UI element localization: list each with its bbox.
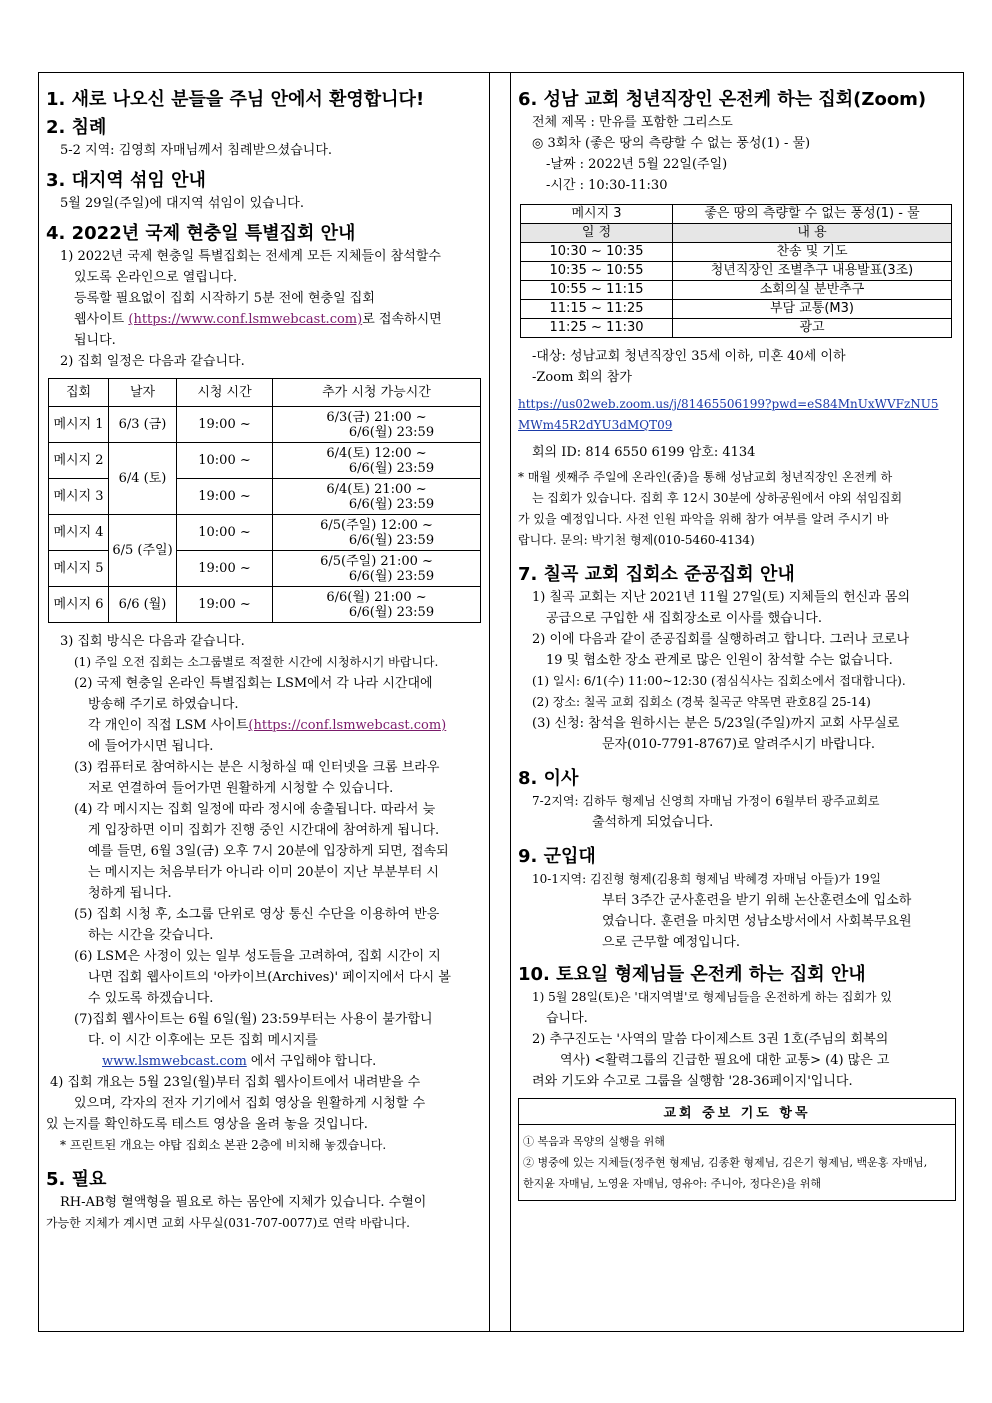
s8-line: 출석하게 되었습니다. (592, 815, 714, 830)
method-4: 청하게 됩니다. (88, 886, 172, 901)
time-cell: 10:55 ~ 11:15 (521, 281, 673, 300)
zoom-link[interactable]: https://us02web.zoom.us/j/81465506199?pwd=eS84MnUxWVFzNU5 (518, 397, 939, 411)
s4-p4-note: * 프린트된 개요는 야탑 집회소 본관 2층에 비치해 놓겠습니다. (60, 1138, 387, 1152)
section-9-title: 9. 군입대 (518, 846, 596, 867)
table-row (49, 587, 481, 623)
table-row (521, 262, 952, 281)
method-2: 방송해 주기로 하였습니다. (88, 697, 239, 712)
section-2-title: 2. 침례 (46, 117, 107, 138)
method-7: 다. 이 시간 이후에는 모든 집회 메시지를 (88, 1033, 318, 1048)
zoom-link-line (518, 394, 958, 415)
method-6: 수 있도록 하겠습니다. (88, 991, 214, 1006)
table-row (521, 319, 952, 338)
method-3: 저로 연결하여 들어가면 원활하게 시청할 수 있습니다. (88, 781, 394, 796)
s6-line: ◎ 3회차 (좋은 땅의 측량할 수 없는 풍성(1) - 물) (532, 136, 811, 151)
content-cell: 소회의실 분반추구 (673, 281, 952, 300)
time-cell: 11:25 ~ 11:30 (521, 319, 673, 338)
table-header: 날자 (109, 379, 177, 407)
time-cell: 19:00 ~ (177, 407, 273, 443)
table-header: 일 정 (521, 224, 673, 243)
date-cell: 6/5 (주일) (109, 515, 177, 587)
conference-website-link[interactable]: (https://www.conf.lsmwebcast.com) (128, 312, 363, 327)
time-cell: 19:00 ~ (177, 551, 273, 587)
lsm-site-link[interactable]: (https://conf.lsmwebcast.com) (248, 718, 447, 733)
time-cell: 11:15 ~ 11:25 (521, 300, 673, 319)
message-cell: 메시지 5 (49, 551, 109, 587)
section-4-title: 4. 2022년 국제 현충일 특별집회 안내 (46, 223, 356, 244)
s4-p2-line: 2) 집회 일정은 다음과 같습니다. (60, 354, 245, 369)
content-cell: 광고 (673, 319, 952, 338)
table-row (521, 205, 952, 224)
s9-line: 으로 근무할 예정입니다. (602, 935, 740, 950)
s6-note: * 매월 셋째주 주일에 온라인(줌)을 통해 성남교회 청년직장인 온전케 하 (518, 470, 893, 484)
s6-line: -날짜 : 2022년 5월 22일(주일) (546, 157, 728, 172)
zoom-meeting-id: 회의 ID: 814 6550 6199 암호: 4134 (532, 445, 756, 460)
lsmwebcast-link[interactable]: www.lsmwebcast.com (102, 1054, 247, 1069)
method-6: (6) LSM은 사정이 있는 일부 성도들을 고려하여, 집회 시간이 지 (74, 949, 441, 964)
content-cell: 찬송 및 기도 (673, 243, 952, 262)
section-3-title: 3. 대지역 섞임 안내 (46, 170, 206, 191)
s4-p4-line: 있으며, 각자의 전자 기기에서 집회 영상을 원활하게 시청할 수 (74, 1096, 426, 1111)
method-2: (2) 국제 현충일 온라인 특별집회는 LSM에서 각 나라 시간대에 (74, 676, 433, 691)
message-cell: 메시지 2 (49, 443, 109, 479)
message-label: 메시지 3 (521, 205, 673, 224)
method-5: 하는 시간을 갖습니다. (88, 928, 214, 943)
s9-line: 였습니다. 훈련을 마치면 성남소방서에서 사회복무요원 (602, 914, 912, 929)
method-2 (46, 715, 486, 736)
time-cell: 10:35 ~ 10:55 (521, 262, 673, 281)
s6-line: -시간 : 10:30-11:30 (546, 178, 668, 193)
method-3: (3) 컴퓨터로 참여하시는 분은 시청하실 때 인터넷을 크롬 브라우 (74, 760, 440, 775)
section-10-title: 10. 토요일 형제님들 온전케 하는 집회 안내 (518, 964, 866, 985)
time-cell: 10:00 ~ (177, 443, 273, 479)
prayer-item: 한지윤 자매님, 노영윤 자매님, 영유아: 주니아, 정다은)을 위해 (523, 1177, 821, 1190)
s4-p4-line: 있 는지를 확인하도록 테스트 영상을 올려 놓을 것입니다. (46, 1117, 368, 1132)
table-header-row (521, 224, 952, 243)
table-header: 집회 (49, 379, 109, 407)
zoom-link[interactable]: MWm45R2dYU3dMQT09 (518, 418, 673, 432)
s6-line: 전체 제목 : 만유를 포함한 그리스도 (532, 115, 733, 130)
s4-p1-line: 1) 2022년 국제 현충일 특별집회는 전세계 모든 지체들이 참석할수 (60, 249, 441, 264)
method-7: (7)집회 웹사이트는 6월 6일(월) 23:59부터는 사용이 불가합니 (74, 1012, 433, 1027)
s7-line: 2) 이에 다음과 같이 준공집회를 실행하려고 합니다. 그러나 코로나 (532, 632, 910, 647)
s4-p1-line: 있도록 온라인으로 열립니다. (74, 270, 238, 285)
column-divider (510, 72, 511, 1332)
table-row (521, 243, 952, 262)
baptism-text: 5-2 지역: 김영희 자매님께서 침례받으셨습니다. (60, 143, 333, 158)
date-cell: 6/3 (금) (109, 407, 177, 443)
s8-line: 7-2지역: 김하두 형제님 신영희 자매님 가정이 6월부터 광주교회로 (532, 794, 880, 808)
table-header: 내 용 (673, 224, 952, 243)
text: 로 접속하시면 (362, 312, 442, 327)
message-cell: 메시지 3 (49, 479, 109, 515)
method-6: 나면 집회 웹사이트의 '아카이브(Archives)' 페이지에서 다시 볼 (88, 970, 451, 985)
s7-line: (3) 신청: 참석을 원하시는 분은 5/23일(주일)까지 교회 사무실로 (532, 716, 900, 731)
extra-start: 6/3(금) 21:00 ~ (326, 409, 427, 425)
extra-time-cell (273, 587, 481, 623)
text: 에서 구입해야 합니다. (246, 1054, 377, 1069)
column-divider (489, 72, 490, 1332)
s6-zoom-label: -Zoom 회의 참가 (532, 370, 632, 385)
method-4: 는 메시지는 처음부터가 아니라 이미 20분이 지난 부분부터 시 (88, 865, 439, 880)
method-5: (5) 집회 시청 후, 소그룹 단위로 영상 통신 수단을 이용하여 반응 (74, 907, 440, 922)
extra-start: 6/4(토) 12:00 ~ (326, 445, 427, 461)
time-cell: 10:00 ~ (177, 515, 273, 551)
method-1: (1) 주일 오전 집회는 소그룹별로 적절한 시간에 시청하시기 바랍니다. (74, 655, 439, 669)
table-row (49, 407, 481, 443)
s6-note: 는 집회가 있습니다. 집회 후 12시 30분에 상하공원에서 야외 섞임집회 (532, 491, 903, 505)
content-cell: 청년직장인 조별추구 내용발표(3조) (673, 262, 952, 281)
s9-line: 10-1지역: 김진형 형제(김용희 형제님 박혜경 자매님 아들)가 19일 (532, 872, 881, 886)
s10-line: 역사) <활력그룹의 긴급한 필요에 대한 교통> (4) 많은 고 (560, 1053, 890, 1068)
method-4: 게 입장하면 이미 집회가 진행 중인 시간대에 참여하게 됩니다. (88, 823, 440, 838)
extra-end: 6/6(월) 23:59 (348, 496, 435, 512)
zoom-program-table (520, 204, 952, 338)
s7-line: (2) 장소: 칠곡 교회 집회소 (경북 칠곡군 약목면 관호8길 25-14) (532, 695, 871, 709)
s7-line: 문자(010-7791-8767)로 알려주시기 바랍니다. (602, 737, 876, 752)
right-column (518, 80, 958, 1201)
extra-time-cell (273, 515, 481, 551)
s4-p3-line: 3) 집회 방식은 다음과 같습니다. (60, 634, 245, 649)
extra-time-cell (273, 551, 481, 587)
message-cell: 메시지 1 (49, 407, 109, 443)
extra-time-cell (273, 443, 481, 479)
s10-line: 려와 기도와 수고로 그룹을 실행함 '28-36페이지'입니다. (532, 1074, 853, 1089)
section-6-title: 6. 성남 교회 청년직장인 온전케 하는 집회(Zoom) (518, 89, 927, 110)
text: 웹사이트 (74, 312, 129, 327)
method-2: 에 들어가시면 됩니다. (88, 739, 214, 754)
s6-note: 랍니다. 문의: 박기천 형제(010-5460-4134) (518, 533, 755, 547)
date-cell: 6/4 (토) (109, 443, 177, 515)
need-text: 가능한 지체가 계시면 교회 사무실(031-707-0077)로 연락 바랍니다. (46, 1216, 410, 1230)
prayer-title: 교회 중보 기도 항목 (519, 1099, 955, 1125)
time-cell: 19:00 ~ (177, 587, 273, 623)
content-cell: 부담 교통(M3) (673, 300, 952, 319)
extra-time-cell (273, 407, 481, 443)
extra-start: 6/6(월) 21:00 ~ (326, 589, 427, 605)
s9-line: 부터 3주간 군사훈련을 받기 위해 논산훈련소에 입소하 (602, 893, 912, 908)
extra-end: 6/6(월) 23:59 (348, 460, 435, 476)
extra-start: 6/5(주일) 12:00 ~ (320, 517, 433, 533)
extra-start: 6/4(토) 21:00 ~ (326, 481, 427, 497)
table-row (49, 443, 481, 479)
table-header: 시청 시간 (177, 379, 273, 407)
s4-p1-line: 됩니다. (74, 333, 116, 348)
district-blending-text: 5월 29일(주일)에 대지역 섞임이 있습니다. (60, 196, 304, 211)
section-8-title: 8. 이사 (518, 768, 579, 789)
extra-end: 6/6(월) 23:59 (348, 604, 435, 620)
message-cell: 메시지 4 (49, 515, 109, 551)
s7-line: 공급으로 구입한 새 집회장소로 이사를 했습니다. (546, 611, 822, 626)
s10-line: 습니다. (546, 1011, 588, 1026)
table-row (521, 281, 952, 300)
prayer-body (519, 1125, 955, 1200)
conference-schedule-table (48, 378, 481, 623)
date-cell: 6/6 (월) (109, 587, 177, 623)
table-header: 추가 시청 가능시간 (273, 379, 481, 407)
s7-line: 1) 칠곡 교회는 지난 2021년 11월 27일(토) 지체들의 헌신과 몸의 (532, 590, 911, 605)
method-4: 예를 들면, 6월 3일(금) 오후 7시 20분에 입장하게 되면, 접속되 (88, 844, 449, 859)
s10-line: 2) 추구진도는 '사역의 말씀 다이제스트 3권 1호(주님의 회복의 (532, 1032, 889, 1047)
s4-p1-line (46, 309, 486, 330)
s7-line: (1) 일시: 6/1(수) 11:00~12:30 (점심식사는 집회소에서 접대합니다). (532, 674, 906, 688)
time-cell: 10:30 ~ 10:35 (521, 243, 673, 262)
extra-end: 6/6(월) 23:59 (348, 568, 435, 584)
s6-note: 가 있을 예정입니다. 사전 인원 파악을 위해 참가 여부를 알려 주시기 바 (518, 512, 889, 526)
zoom-link-line (518, 415, 958, 436)
left-column (46, 80, 486, 1234)
section-1-title: 1. 새로 나오신 분들을 주님 안에서 환영합니다! (46, 89, 425, 110)
need-text: RH-AB형 혈액형을 필요로 하는 몸안에 지체가 있습니다. 수혈이 (60, 1195, 427, 1210)
extra-start: 6/5(주일) 21:00 ~ (320, 553, 433, 569)
text: 각 개인이 직접 LSM 사이트 (88, 718, 249, 733)
extra-end: 6/6(월) 23:59 (348, 424, 435, 440)
message-title: 좋은 땅의 측량할 수 없는 풍성(1) - 물 (673, 205, 952, 224)
s4-p1-line: 등록할 필요없이 집회 시작하기 5분 전에 현충일 집회 (74, 291, 375, 306)
method-7 (46, 1051, 486, 1072)
s4-p4-line: 4) 집회 개요는 5월 23일(월)부터 집회 웹사이트에서 내려받을 수 (50, 1075, 421, 1090)
section-7-title: 7. 칠곡 교회 집회소 준공집회 안내 (518, 564, 795, 585)
section-5-title: 5. 필요 (46, 1169, 107, 1190)
prayer-item: ② 병중에 있는 지체들(정주현 형제님, 김종환 형제님, 김은기 형제님, 백운홍 자매님, (523, 1156, 928, 1169)
prayer-items-box (518, 1098, 956, 1201)
s10-line: 1) 5월 28일(토)은 '대지역별'로 형제님들을 온전하게 하는 집회가 있 (532, 990, 892, 1004)
s6-target: -대상: 성남교회 청년직장인 35세 이하, 미혼 40세 이하 (532, 349, 846, 364)
s7-line: 19 및 협소한 장소 관계로 많은 인원이 참석할 수는 없습니다. (546, 653, 893, 668)
prayer-item: ① 복음과 목양의 실행을 위해 (523, 1135, 665, 1148)
table-row (49, 515, 481, 551)
extra-time-cell (273, 479, 481, 515)
method-4: (4) 각 메시지는 집회 일정에 따라 정시에 송출됩니다. 따라서 늦 (74, 802, 436, 817)
extra-end: 6/6(월) 23:59 (348, 532, 435, 548)
message-cell: 메시지 6 (49, 587, 109, 623)
time-cell: 19:00 ~ (177, 479, 273, 515)
table-row (521, 300, 952, 319)
